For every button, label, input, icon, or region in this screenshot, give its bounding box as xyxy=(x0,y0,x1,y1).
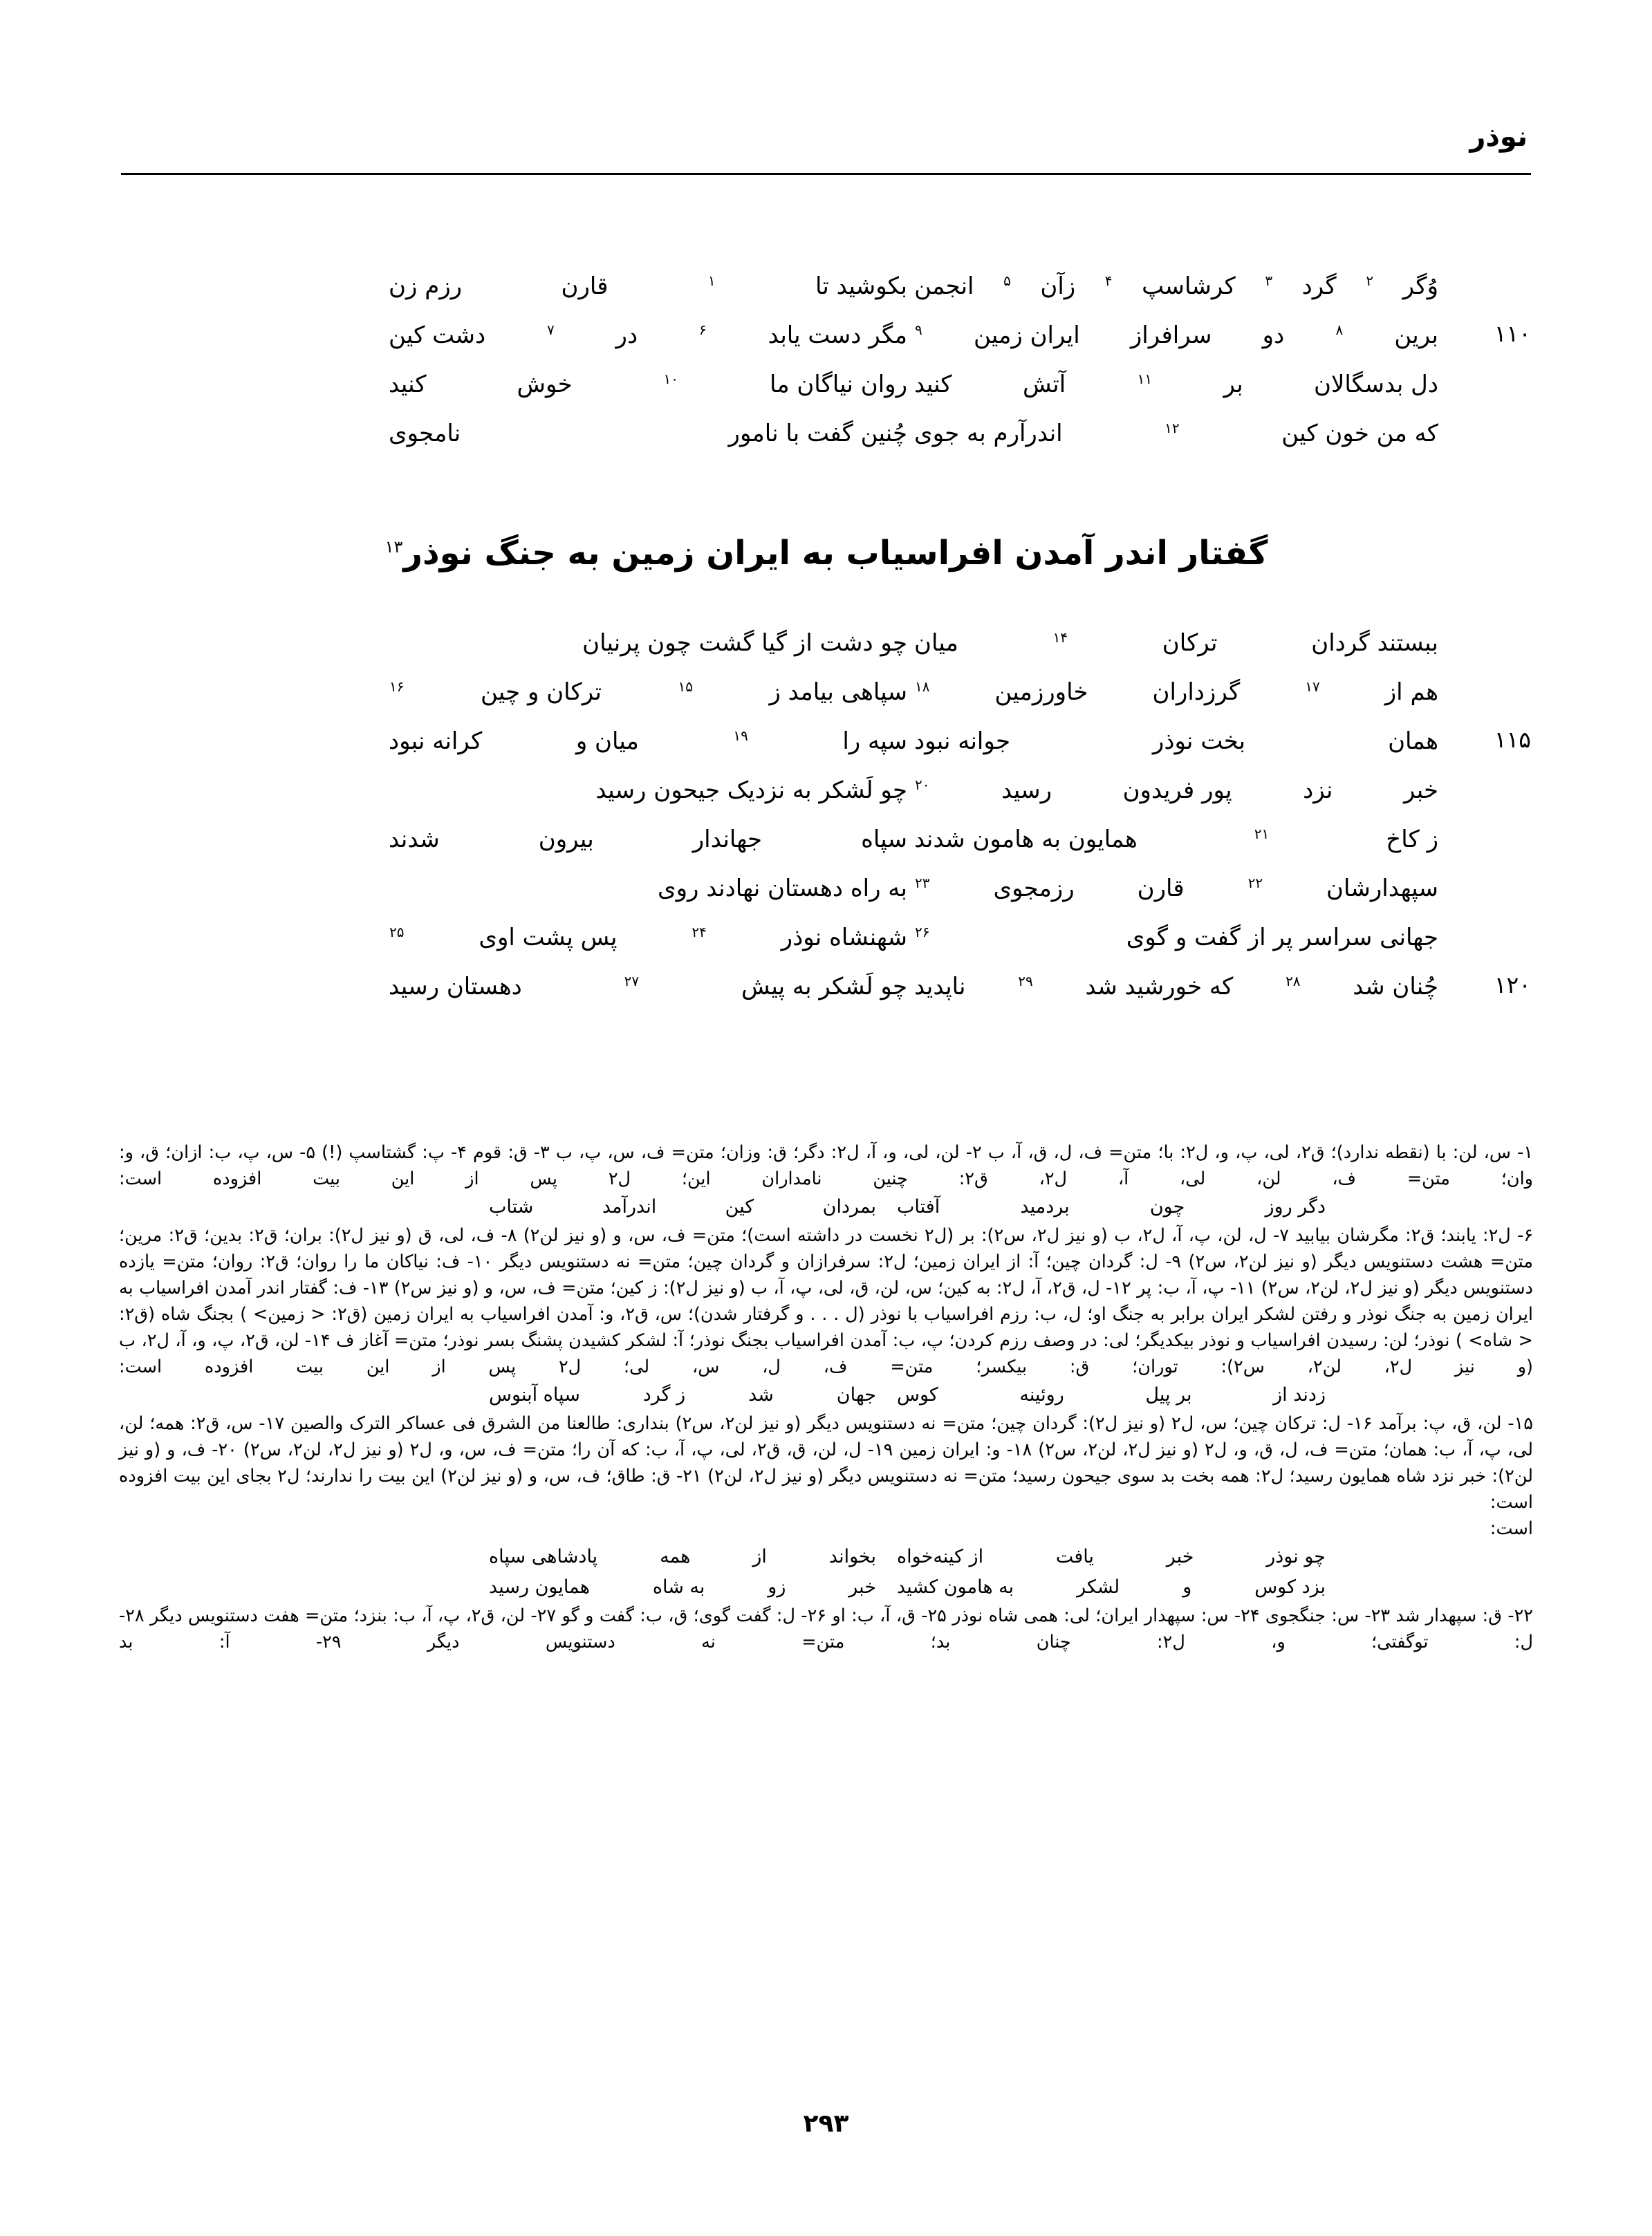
word: ز کاخ xyxy=(1386,826,1438,853)
footnote-marker: ۸ xyxy=(1335,322,1344,338)
word: سپاه آبنوس xyxy=(489,1384,580,1406)
footnote-marker: ۲۴ xyxy=(692,924,707,940)
footnote-marker: ۲۵ xyxy=(389,924,405,940)
hemistich-first xyxy=(389,875,914,902)
page-number: ۲۹۳ xyxy=(803,2109,849,2138)
word: کنید xyxy=(389,371,427,398)
hemistich-second xyxy=(914,776,1467,804)
word: گرد xyxy=(1301,272,1337,300)
footnote-marker: ۱۸ xyxy=(915,678,930,695)
verse-line-number: ۱۲۰ xyxy=(1494,971,1531,998)
word: سرافراز xyxy=(1130,322,1212,349)
word: هم از xyxy=(1384,678,1438,706)
footnote-marker: ۹ xyxy=(915,322,922,338)
word: خبر xyxy=(1166,1546,1194,1567)
inset-couplet xyxy=(119,1380,1533,1410)
footnote-marker: ۲۹ xyxy=(1018,973,1033,989)
inset-hemistich-first xyxy=(897,1192,1326,1222)
word: آفتاب xyxy=(897,1196,940,1218)
word: جهانی سراسر پر از گفت و گوی xyxy=(1126,924,1438,951)
hemistich-second xyxy=(914,875,1467,902)
hemistich-second xyxy=(914,924,1467,951)
word: که من خون کین xyxy=(1281,420,1438,447)
word: چُنان شد xyxy=(1353,973,1438,1000)
hemistich-second xyxy=(914,826,1467,853)
footnote-marker: ۳ xyxy=(1265,272,1273,289)
footnote-marker: ۱۶ xyxy=(389,678,405,695)
word: مگر دست یابد xyxy=(768,322,907,349)
inset-hemistich-second xyxy=(489,1192,897,1222)
footnote-marker: ۷ xyxy=(546,322,555,338)
word: نزد xyxy=(1303,776,1333,804)
word: ایران زمین xyxy=(973,322,1080,349)
hemistich-first xyxy=(389,272,914,300)
word: بر xyxy=(1223,371,1243,398)
inset-couplet xyxy=(119,1572,1533,1603)
footnote-apparatus xyxy=(119,1139,1533,1655)
word: کرشاسپ xyxy=(1142,272,1236,300)
word: شهنشاه نوذر xyxy=(781,924,907,951)
word: وُگر xyxy=(1402,272,1438,300)
word: روئینه xyxy=(1019,1384,1064,1406)
verse-line xyxy=(121,677,1531,726)
verse-line xyxy=(121,369,1531,418)
footnote-paragraph: ۶- ل۲: یابند؛ ق۲: مگرشان بیابید ۷- ل، لن، پ، آ، ل۲، ب (و نیز ل۲، س۲): بر (ل۲ نخست در داشته است)؛ متن= ف، س، و (و نیز لن۲) ۸- ف، لی، ق (و نیز ل۲): بران؛ ق۲: بدین؛ ق۲: مرین؛ متن= هشت دستنویس دیگر (و نیز لن۲، س۲) ۹- ل: گردان چین؛ آ: از ایران زمین؛ ل۲: سرفرازان و گردان چین؛ متن= نه دستنویس دیگر ۱۰- ف: نیاکان ما را روان؛ ق۲: روان؛ متن= یازده دستنویس دیگر (و نیز ل۲، لن۲، س۲) ۱۱- پ، آ، ب: پر ۱۲- ل، ق۲، آ، ل۲: به کین؛ س، لن، ق، لی، پ، آ، ب (و نیز ل۲): ز کین؛ متن= ف، س، و (و نیز س۲) ۱۳- ف: گفتار اندر آمدن افراسیاب به ایران زمین به جنگ نوذر و رفتن لشکر ایران برابر به جنگ او؛ ل، ب: رزم افراسیاب با نوذر (ل . . . و گرفتار شدن)؛ س، ق۲، و: آمدن افراسیاب به ایران زمین (ق۲: < زمین> ) بجنگ شاه (ق۲: < شاه> ) نوذر؛ لن: رسیدن افراسیاب و نوذر بیکدیگر؛ لی: در وصف رزم کردن؛ پ، ب: آمدن افراسیاب بجنگ نوذر؛ آ: لشکر کشیدن پشنگ بسر نوذر؛ متن= آغاز ف ۱۴- لن، ق۲، پ، و، آ، ل۲، ب (و نیز ل۲، لن۲، س۲): توران؛ ق: بیکسر؛ متن= ف، ل، س، لی؛ ل۲ پس از این بیت افزوده است: xyxy=(119,1225,1534,1377)
footnote-marker: ۲۲ xyxy=(1247,875,1263,891)
footnote-paragraph: ۱۵- لن، ق، پ: برآمد ۱۶- ل: ترکان چین؛ س، ل۲ (و نیز ل۲): گردان چین؛ متن= نه دستنویس دیگر (و نیز لن۲، س۲) بنداری: طالعنا من الشرق فی عساکر الترک والصین ۱۷- س، ق۲: همه؛ لن، لی، پ، آ، ب: همان؛ متن= ف، ل، ق، و، ل۲ (و نیز ل۲، لن۲، س۲) ۱۸- و: ایران زمین ۱۹- ل، لن، ق، ق۲، لی، پ، آ، ب: که آن را؛ متن= ف، س، و، ل۲ (و نیز ل۲، لن۲، س۲) ۲۰- ف، و (و نیز لن۲): خبر نزد شاه همایون رسید؛ ل۲: همه بخت بد سوی جیحون رسید؛ متن= نه دستنویس دیگر (و نیز ل۲، لن۲) ۲۱- ق: طاق؛ ف، س، و (و نیز لن۲) این بیت را ندارند؛ ل۲ بجای این بیت افزوده است: xyxy=(119,1413,1534,1513)
word: بخت نوذر xyxy=(1152,727,1246,755)
hemistich-second xyxy=(914,678,1467,706)
verse-line xyxy=(121,775,1531,824)
word: همه xyxy=(660,1546,691,1567)
word: خاورزمین xyxy=(994,678,1088,706)
running-head xyxy=(121,116,1531,180)
verse-line xyxy=(121,873,1531,922)
word: همایون به هامون شدند xyxy=(914,826,1138,853)
word: شتاب xyxy=(489,1196,534,1218)
word: به راه دهستان نهادند روی xyxy=(658,875,907,902)
word: پادشاهی سپاه xyxy=(489,1546,598,1567)
footnote-marker: ۶ xyxy=(698,322,707,338)
word: زو xyxy=(768,1576,786,1598)
word: شدند xyxy=(389,826,440,853)
inset-hemistich-second xyxy=(489,1380,897,1410)
word: به هامون کشید xyxy=(897,1576,1014,1598)
word: دگر روز xyxy=(1265,1196,1326,1218)
word: کین xyxy=(725,1196,754,1218)
word: بزد کوس xyxy=(1254,1576,1326,1598)
word: انجمن xyxy=(914,272,974,300)
word: از کینه‌خواه xyxy=(897,1546,984,1567)
hemistich-second xyxy=(914,973,1467,1000)
word: بردمید xyxy=(1020,1196,1070,1218)
hemistich-first xyxy=(389,322,914,349)
hemistich-second xyxy=(914,322,1467,349)
word: که خورشید شد xyxy=(1085,973,1234,1000)
word: قارن xyxy=(1137,875,1185,902)
footnote-marker: ۱۹ xyxy=(733,727,748,744)
word: بر پیل xyxy=(1145,1384,1192,1406)
verse-line xyxy=(121,271,1531,320)
word: سپاه xyxy=(861,826,907,853)
word: یافت xyxy=(1055,1546,1094,1567)
word: آتش xyxy=(1022,371,1066,398)
word: بخواند xyxy=(828,1546,876,1567)
word: کوس xyxy=(897,1384,938,1406)
inset-couplet xyxy=(119,1192,1533,1222)
footnote-paragraph: ۲۲- ق: سپهدار شد ۲۳- س: جنگجوی ۲۴- س: سپهدار ایران؛ لی: همی شاه نوذر ۲۵- ق، آ، ب: او ۲۶- ل: گفت گوی؛ ق، ب: گفت و گو ۲۷- لن، ق۲، پ، آ، ب: بنزد؛ متن= هفت دستنویس دیگر ۲۸- ل: توگفتی؛ و، ل۲: چنان بد؛ متن= نه دستنویس دیگر ۲۹- آ: بد xyxy=(119,1605,1534,1652)
footnote-marker: ۲ xyxy=(1366,272,1374,289)
word: از xyxy=(752,1546,767,1567)
footnote-marker: ۱۷ xyxy=(1305,678,1320,695)
hemistich-second xyxy=(914,727,1467,755)
verse-line xyxy=(121,726,1531,775)
hemistich-second xyxy=(914,629,1467,657)
word: دل بدسگالان xyxy=(1314,371,1438,398)
hemistich-first xyxy=(389,678,914,706)
verse-line xyxy=(121,824,1531,873)
footnote-marker: ۲۱ xyxy=(1254,826,1270,842)
word: نامجوی xyxy=(389,420,461,447)
inset-couplet xyxy=(119,1542,1533,1572)
word: شد xyxy=(748,1384,774,1406)
inset-hemistich-first xyxy=(897,1542,1326,1572)
word: چو دشت از گیا گشت چون پرنیان xyxy=(582,629,907,657)
hemistich-first xyxy=(389,371,914,398)
word: گرزداران xyxy=(1152,678,1241,706)
section-heading xyxy=(121,534,1531,572)
verse-line xyxy=(121,628,1531,677)
footnote-marker: ۴ xyxy=(1104,272,1113,289)
footnote-continuation: است: xyxy=(1489,1518,1533,1539)
word: زدند از xyxy=(1273,1384,1326,1406)
word: زآن xyxy=(1040,272,1076,300)
footnote-marker: ۲۷ xyxy=(624,973,640,989)
verse-block-2 xyxy=(121,628,1531,1021)
hemistich-first xyxy=(389,629,914,657)
word: میان xyxy=(914,629,958,657)
hemistich-first xyxy=(389,776,914,804)
verse-line xyxy=(121,971,1531,1021)
word: چو لَشکر به نزدیک جیحون رسید xyxy=(595,776,907,804)
hemistich-first xyxy=(389,727,914,755)
verse-line xyxy=(121,418,1531,467)
footnote-marker: ۲۸ xyxy=(1286,973,1301,989)
word: دو xyxy=(1262,322,1285,349)
footnote-marker: ۲۳ xyxy=(915,875,930,891)
hemistich-first xyxy=(389,826,914,853)
word: سپه را xyxy=(842,727,907,755)
word: قارن xyxy=(561,272,609,300)
word: چو نوذر xyxy=(1266,1546,1326,1567)
word: جوانه نبود xyxy=(914,727,1010,755)
word: همان xyxy=(1388,727,1438,755)
footnote-marker: ۲۰ xyxy=(915,776,930,793)
word: همایون رسید xyxy=(489,1576,590,1598)
inset-hemistich-first xyxy=(897,1572,1326,1603)
footnote-paragraph: ۱- س، لن: با (نقطه ندارد)؛ ق۲، لی، پ، و، ل۲: با؛ متن= ف، ل، ق، آ، ب ۲- لن، لی، و، آ، ل۲: دگر؛ ق: وزان؛ متن= ف، س، پ، ب ۳- ق: قوم ۴- پ: گشتاسپ (!) ۵- س، پ، ب: ازان؛ ق، و: وان؛ متن= ف، لن، لی، آ، ل۲، ق۲: چنین نامداران این؛ ل۲ پس از این بیت افزوده است: xyxy=(119,1142,1533,1189)
footnote-marker: ۱ xyxy=(707,272,716,289)
word: جهاندار xyxy=(692,826,762,853)
word: خبر xyxy=(848,1576,876,1598)
hemistich-first xyxy=(389,924,914,951)
hemistich-second xyxy=(914,420,1467,447)
footnote-marker: ۱۲ xyxy=(1164,420,1180,436)
word: رسید xyxy=(1001,776,1052,804)
header-divider xyxy=(121,173,1531,175)
word: بکوشید تا xyxy=(815,272,907,300)
word: خوش xyxy=(517,371,573,398)
footnote-marker: ۲۶ xyxy=(915,924,930,940)
inset-hemistich-first xyxy=(897,1380,1326,1410)
hemistich-first xyxy=(389,973,914,1000)
verse-line-number: ۱۱۰ xyxy=(1494,320,1531,347)
word: روان نیاگان ما xyxy=(769,371,907,398)
word: ناپدید xyxy=(914,973,966,1000)
footnote-marker: ۵ xyxy=(1003,272,1011,289)
word: رزمجوی xyxy=(993,875,1075,902)
hemistich-second xyxy=(914,272,1467,300)
footnote-marker: ۱۳ xyxy=(384,537,403,557)
footnote-marker: ۱۴ xyxy=(1052,629,1068,646)
word: اندرآرم به جوی xyxy=(914,420,1063,447)
word: دهستان رسید xyxy=(389,973,522,1000)
word: بمردان xyxy=(822,1196,876,1218)
footnote-marker: ۱۱ xyxy=(1137,371,1153,387)
word: کنید xyxy=(914,371,952,398)
word: چون xyxy=(1149,1196,1185,1218)
word: ترکان و چین xyxy=(481,678,602,706)
word: چو لَشکر به پیش xyxy=(741,973,907,1000)
inset-hemistich-second xyxy=(489,1542,897,1572)
word: کرانه نبود xyxy=(389,727,483,755)
word: چُنین گفت با نامور xyxy=(728,420,907,447)
hemistich-first xyxy=(389,420,914,447)
footnote-marker: ۱۵ xyxy=(678,678,693,695)
running-head-title: نوذر xyxy=(1469,121,1528,153)
verse-line xyxy=(121,922,1531,971)
word: در xyxy=(615,322,638,349)
word: و xyxy=(1182,1576,1192,1598)
section-heading-text: گفتار اندر آمدن افراسیاب به ایران زمین به جنگ نوذر xyxy=(403,534,1268,572)
word: لشکر xyxy=(1077,1576,1120,1598)
word: ببستند گردان xyxy=(1311,629,1438,657)
word: جهان xyxy=(836,1384,876,1406)
word: پس پشت اوی xyxy=(479,924,618,951)
word: برین xyxy=(1394,322,1438,349)
word: به شاه xyxy=(652,1576,705,1598)
word: رزم زن xyxy=(389,272,463,300)
word: پور فریدون xyxy=(1122,776,1232,804)
hemistich-second xyxy=(914,371,1467,398)
verse-line xyxy=(121,320,1531,369)
footnote-marker: ۱۰ xyxy=(663,371,679,387)
verse-line-number: ۱۱۵ xyxy=(1494,726,1531,753)
word: دشت کین xyxy=(389,322,486,349)
word: ز گرد xyxy=(642,1384,686,1406)
word: سپاهی بیامد ز xyxy=(769,678,907,706)
inset-hemistich-second xyxy=(489,1572,897,1603)
word: اندرآمد xyxy=(602,1196,657,1218)
word: ترکان xyxy=(1162,629,1218,657)
verse-block-1 xyxy=(121,271,1531,467)
word: بیرون xyxy=(538,826,594,853)
word: میان و xyxy=(575,727,639,755)
word: خبر xyxy=(1403,776,1438,804)
word: سپهدارشان xyxy=(1326,875,1438,902)
